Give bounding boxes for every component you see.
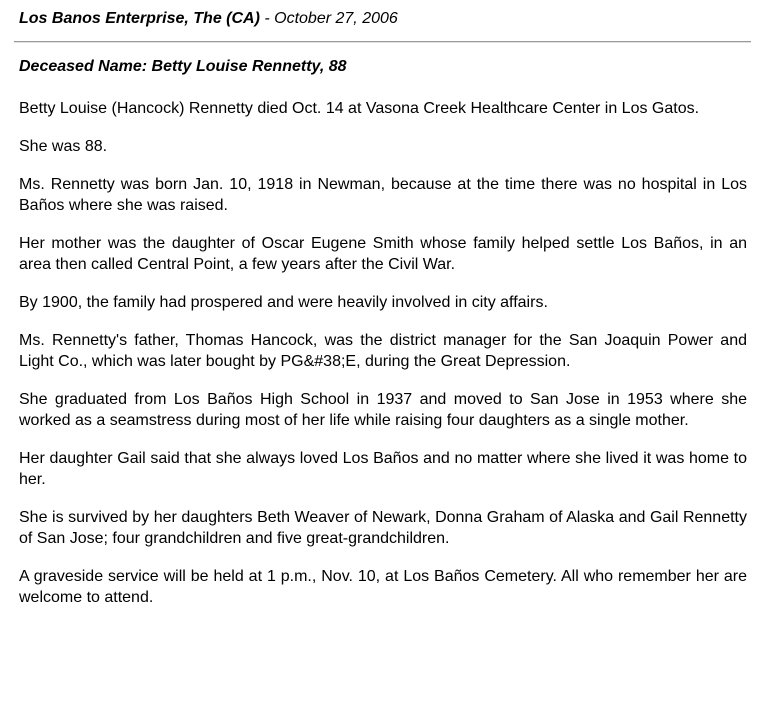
obituary-body xyxy=(19,98,747,625)
source-header xyxy=(19,9,398,29)
deceased-name-heading: Deceased Name: Betty Louise Rennetty, 88 xyxy=(19,58,347,75)
paragraph: Betty Louise (Hancock) Rennetty died Oct. 14 at Vasona Creek Healthcare Center in Los Gatos. xyxy=(19,100,700,117)
paragraph: A graveside service will be held at 1 p.m., Nov. 10, at Los Baños Cemetery. All who remember her are welcome to attend. xyxy=(19,568,747,606)
publication-date: October 27, 2006 xyxy=(274,10,398,27)
paragraph: Her daughter Gail said that she always loved Los Baños and no matter where she lived it was home to her. xyxy=(19,450,747,488)
paragraph: She was 88. xyxy=(19,138,108,155)
paragraph: Ms. Rennetty's father, Thomas Hancock, was the district manager for the San Joaquin Power and Light Co., which was later bought by PG&#38;E, during the Great Depression. xyxy=(19,332,747,370)
header-separator: - xyxy=(259,10,275,27)
paragraph: She graduated from Los Baños High School in 1937 and moved to San Jose in 1953 where she worked as a seamstress during most of her life while raising four daughters as a single mother. xyxy=(19,391,747,429)
paragraph: Her mother was the daughter of Oscar Eugene Smith whose family helped settle Los Baños, in an area then called Central Point, a few years after the Civil War. xyxy=(19,235,747,273)
paragraph: Ms. Rennetty was born Jan. 10, 1918 in Newman, because at the time there was no hospital in Los Baños where she was raised. xyxy=(19,176,747,214)
header-divider xyxy=(14,41,751,43)
paragraph: By 1900, the family had prospered and were heavily involved in city affairs. xyxy=(19,294,548,311)
publication-name: Los Banos Enterprise, The (CA) xyxy=(19,10,260,27)
paragraph: She is survived by her daughters Beth Weaver of Newark, Donna Graham of Alaska and Gail Rennetty of San Jose; four grandchildren and five great-grandchildren. xyxy=(19,509,747,547)
